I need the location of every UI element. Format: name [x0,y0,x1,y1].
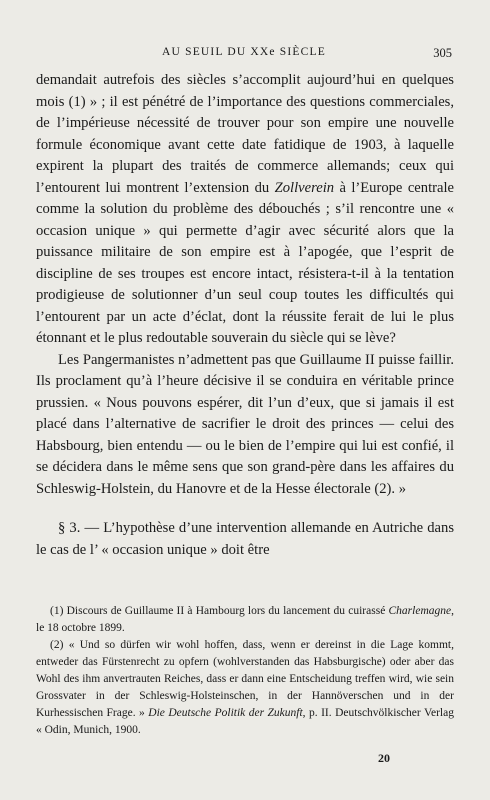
footnote-2-part-b: , p. II. Deutschvölkischer Verlag « Odin, Munich, 1900. [36,707,454,736]
footnote-2-part-a: (2) « Und so dürfen wir wohl hoffen, dass, wenn er dereinst in die Lage kommt, entweder das Fürstenrecht zu opfern (wohlverstanden das Habsburgische) oder aber das Wohl des ihm anvertrauten Reiches, dass er dann eine Entscheidung treffen wird, wie sein Grossvater in der Schleswig-Holsteinschen, in der Hannöverschen und in der Kurhessischen Frage. » [36,639,454,719]
footnote-1-part-a: (1) Discours de Guillaume II à Hambourg lors du lancement du cuirassé [50,605,389,617]
paragraph-1-italic: Zollverein [274,179,335,196]
page-number: 305 [433,46,452,60]
main-text [36,70,454,561]
footnote-1-italic: Charlemagne [388,605,452,617]
paragraph-1-part-b: à l’Europe centrale comme la solution du problème des débouchés ; s’il rencontre une « occasion unique » qui permette d’agir avec sécurité alors que la puissance militaire de son empire est à l’apogée, que l’esprit de discipline de ses troupes est encore intact, résistera-t-il à la tentation prodigieuse de solutionner d’un seul coup toutes les difficultés qui l’entourent par un acte d’éclat, dont la réussite ferait de lui le plus étonnant et le plus redoutable souverain du siècle qui se lève? [36,179,454,346]
footnote-2-italic: Die Deutsche Politik der Zukunft [148,707,303,719]
paragraph-1-part-a: demandait autrefois des siècles s’accomplit aujourd’hui en quelques mois (1) » ; il est pénétré de l’importance des questions commerciales, de l’impérieuse nécessité de trouver pour son empire une nouvelle formule économique avant cette date fatidique de 1903, à laquelle expirent la plupart des traités de commerce allemands; ceux qui l’entourent lui montrent l’extension du [36,72,454,196]
paragraph-1 [36,70,454,350]
section-heading-paragraph: § 3. — L’hypothèse d’une intervention allemande en Autriche dans le cas de l’ « occasion unique » doit être [36,520,454,558]
footnote-1 [36,603,454,637]
paragraph-2: Les Pangermanistes n’admettent pas que Guillaume II puisse faillir. Ils proclament qu’à l’heure décisive il se conduira en véritable prince prussien. « Nous pouvons espérer, dit l’un d’eux, que si jamais il est placé dans l’alternative de sacrifier le droit des princes — celui des Habsbourg, bien entendu — ou le bien de l’empire qui lui est confié, il se décidera dans le même sens que son grand-père dans les affaires du Schleswig-Holstein, du Hanovre et de la Hesse électorale (2). » [36,351,454,497]
signature-mark: 20 [378,751,390,765]
footnotes [36,603,454,739]
footnote-1-part-b: , le 18 octobre 1899. [36,605,454,634]
running-head: AU SEUIL DU XXe SIÈCLE [162,46,326,58]
page-header [36,46,452,62]
footnote-2 [36,637,454,739]
